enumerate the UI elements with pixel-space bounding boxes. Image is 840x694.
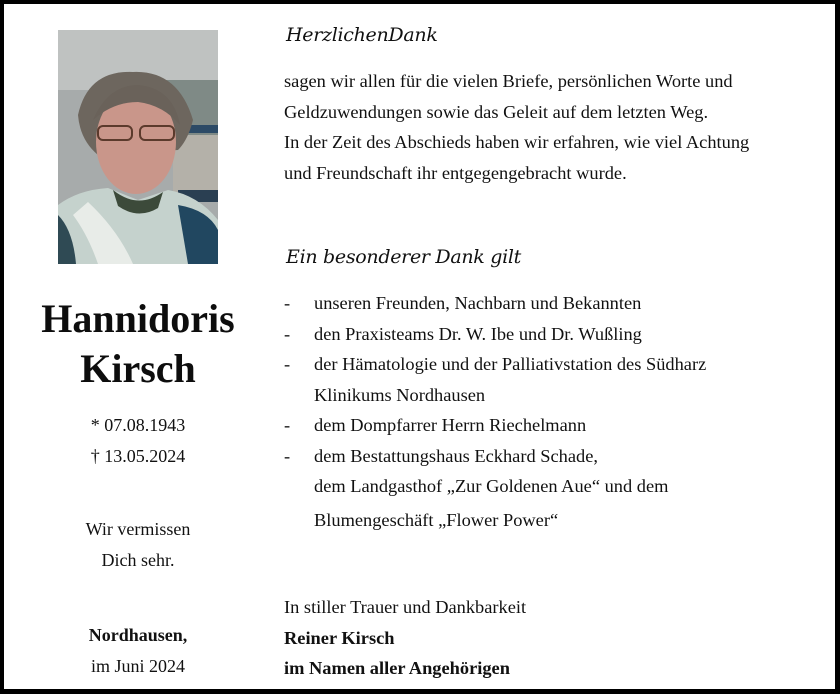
- dash-bullet: -: [284, 354, 291, 374]
- dash-bullet: -: [284, 445, 291, 466]
- place: Nordhausen,: [88, 625, 188, 645]
- obituary-card: [4, 4, 835, 689]
- list-item-text: den Praxisteams Dr. W. Ibe und Dr. Wußling: [314, 323, 642, 344]
- list-item-text: dem Dompfarrer Herrn Riechelmann: [314, 415, 587, 435]
- date: im Juni 2024: [90, 656, 185, 676]
- last-name: Kirsch: [80, 346, 196, 391]
- portrait-photo: [58, 30, 218, 264]
- miss-line-1: Wir vermissen: [85, 519, 191, 539]
- list-item: [284, 319, 824, 350]
- thanks-line: Geldzuwendungen sowie das Geleit auf dem letzten Weg.: [284, 101, 709, 122]
- list-item: [284, 441, 824, 472]
- first-name: Hannidoris: [41, 296, 235, 341]
- list-item-text: dem Bestattungshaus Eckhard Schade,: [314, 445, 598, 466]
- death-date: † 13.05.2024: [90, 446, 186, 466]
- signature-intro: In stiller Trauer und Dankbarkeit: [284, 597, 527, 617]
- special-thanks-list: [284, 288, 824, 535]
- list-item-continuation: dem Landgasthof „Zur Goldenen Aue“ und dem: [314, 476, 669, 496]
- list-item: [284, 288, 824, 319]
- list-item: [284, 410, 824, 441]
- portrait-image-icon: [58, 30, 218, 264]
- life-dates: [4, 410, 272, 472]
- thanks-line: und Freundschaft ihr entgegengebracht wurde.: [284, 162, 627, 183]
- list-item: [284, 349, 824, 380]
- list-item-continuation: Klinikums Nordhausen: [314, 384, 486, 405]
- list-item-continuation: Blumengeschäft „Flower Power“: [314, 509, 559, 530]
- dash-bullet: -: [284, 415, 291, 435]
- thanks-line: sagen wir allen für die vielen Briefe, persönlichen Worte und: [284, 71, 733, 91]
- place-date: [4, 620, 272, 682]
- list-item-text: der Hämatologie und der Palliativstation des Südharz: [314, 354, 707, 374]
- special-thanks-heading: Ein besonderer Dank gilt: [286, 246, 522, 268]
- dash-bullet: -: [284, 293, 291, 313]
- thanks-line: In der Zeit des Abschieds haben wir erfahren, wie viel Achtung: [284, 132, 750, 152]
- thanks-heading: HerzlichenDank: [286, 24, 438, 46]
- deceased-name: [4, 294, 272, 394]
- miss-you-text: [4, 514, 272, 576]
- signature-family: im Namen aller Angehörigen: [284, 658, 510, 678]
- thanks-paragraph: [284, 66, 824, 188]
- signature-block: [284, 592, 526, 684]
- miss-line-2: Dich sehr.: [101, 550, 175, 570]
- list-item-text: unseren Freunden, Nachbarn und Bekannten: [314, 293, 642, 313]
- birth-date: * 07.08.1943: [90, 415, 186, 435]
- signature-name: Reiner Kirsch: [284, 627, 395, 648]
- dash-bullet: -: [284, 323, 291, 344]
